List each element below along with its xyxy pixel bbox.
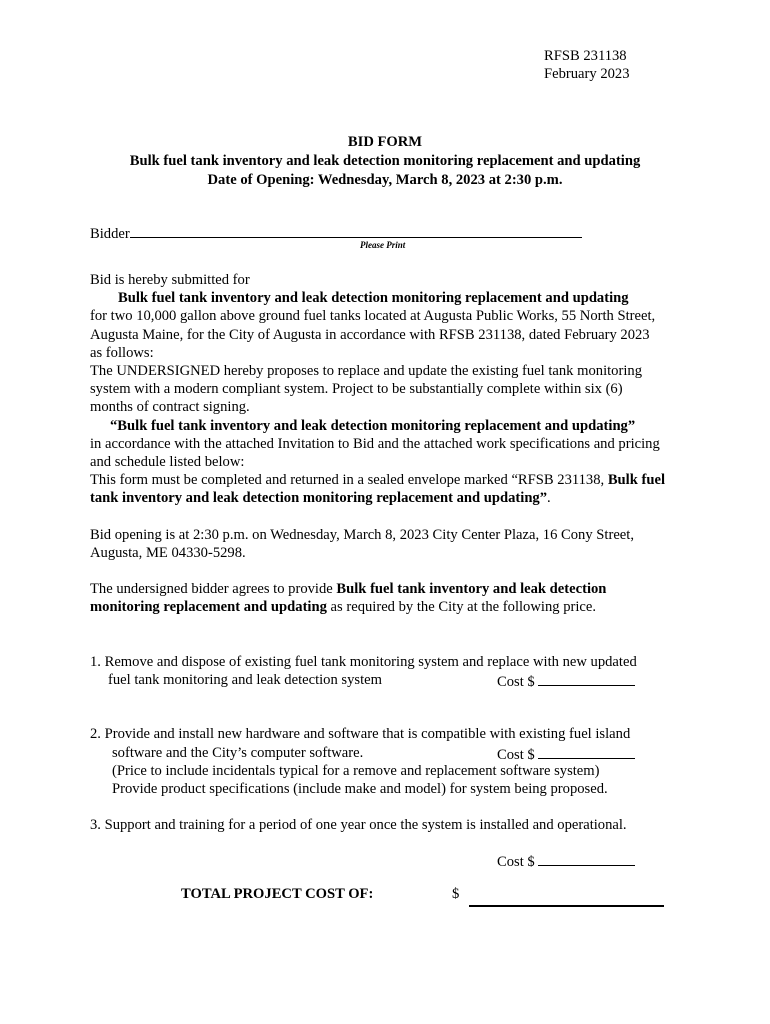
- title-block: [0, 133, 770, 190]
- bid-opening-paragraph: Bid opening is at 2:30 p.m. on Wednesday, March 8, 2023 City Center Plaza, 16 Cony Street, Augusta, ME 04330-5298.: [90, 526, 634, 561]
- agreement-paragraph: [90, 580, 665, 616]
- item-1-line2: [90, 671, 670, 689]
- cost-label: Cost $: [497, 674, 539, 691]
- total-label: TOTAL PROJECT COST OF:: [181, 886, 374, 902]
- item-2-line4: Provide product specifications (include make and model) for system being proposed.: [112, 781, 608, 798]
- item-3-cost-line[interactable]: [538, 851, 635, 866]
- item-1-desc: fuel tank monitoring and leak detection system: [108, 672, 382, 689]
- item-1-cost[interactable]: [497, 671, 635, 691]
- agreement-text: The undersigned bidder agrees to provide: [90, 581, 337, 598]
- agreement-end: as required by the City at the following price.: [326, 599, 597, 616]
- quoted-project-name: “Bulk fuel tank inventory and leak detection monitoring replacement and updating”: [110, 417, 636, 434]
- item-2-cost-line[interactable]: [538, 744, 635, 759]
- bidder-label: Bidder: [90, 226, 130, 242]
- accordance-paragraph: in accordance with the attached Invitation to Bid and the attached work specifications and pricing and schedule listed below:: [90, 435, 660, 471]
- item-3-line1: 3. Support and training for a period of one year once the system is installed and operational.: [90, 817, 627, 834]
- document-reference: [544, 47, 630, 83]
- project-location: for two 10,000 gallon above ground fuel tanks located at Augusta Public Works, 55 North Street, Augusta Maine, for the City of Augusta in accordance with RFSB 231138, dated February 2023 as follows:: [90, 308, 656, 361]
- item-1-cost-line[interactable]: [538, 671, 635, 686]
- item-2-line1: 2. Provide and install new hardware and software that is compatible with existing fuel island: [90, 726, 631, 743]
- price-items: [90, 653, 670, 872]
- item-2-cost[interactable]: [497, 744, 635, 764]
- page-title: BID FORM: [347, 134, 423, 150]
- bidder-field[interactable]: [90, 223, 582, 243]
- intro-line: Bid is hereby submitted for: [90, 272, 250, 288]
- item-2-desc: software and the City’s computer software.: [112, 744, 364, 761]
- project-name: Bulk fuel tank inventory and leak detection monitoring replacement and updating: [118, 290, 629, 307]
- rfsb-number: RFSB 231138: [544, 48, 627, 64]
- project-subtitle: Bulk fuel tank inventory and leak detection monitoring replacement and updating: [129, 153, 641, 169]
- cost-label: Cost $: [497, 746, 539, 763]
- please-print-hint: Please Print: [360, 240, 406, 250]
- total-dollar-sign: $: [452, 886, 460, 902]
- agreement-bold: Bulk fuel tank inventory and leak detection monitoring replacement and updating: [90, 581, 607, 616]
- item-3-cost[interactable]: [497, 854, 635, 870]
- cost-label: Cost $: [497, 854, 539, 871]
- document-date: February 2023: [544, 66, 630, 82]
- item-2-line2: [90, 744, 670, 762]
- proposal-paragraph: The UNDERSIGNED hereby proposes to replace and update the existing fuel tank monitoring system with a modern compliant system. Project to be substantially complete within six (6) months of contract signing.: [90, 363, 642, 416]
- submission-end: .: [547, 490, 551, 507]
- total-cost-line[interactable]: [469, 905, 664, 907]
- submission-text: This form must be completed and returned in a sealed envelope marked “RFSB 231138,: [90, 472, 608, 489]
- item-2-line3: (Price to include incidentals typical for a remove and replacement software system): [112, 762, 600, 779]
- bidder-input-line[interactable]: [130, 223, 582, 238]
- item-1-line1: 1. Remove and dispose of existing fuel tank monitoring system and replace with new updated: [90, 654, 637, 670]
- opening-date: Date of Opening: Wednesday, March 8, 2023 at 2:30 p.m.: [207, 172, 563, 188]
- item-3-cost-row: [90, 851, 670, 871]
- submission-instructions: [90, 471, 665, 507]
- bid-body: [90, 271, 665, 616]
- submission-bold: Bulk fuel tank inventory and leak detection monitoring replacement and updating”: [90, 472, 666, 507]
